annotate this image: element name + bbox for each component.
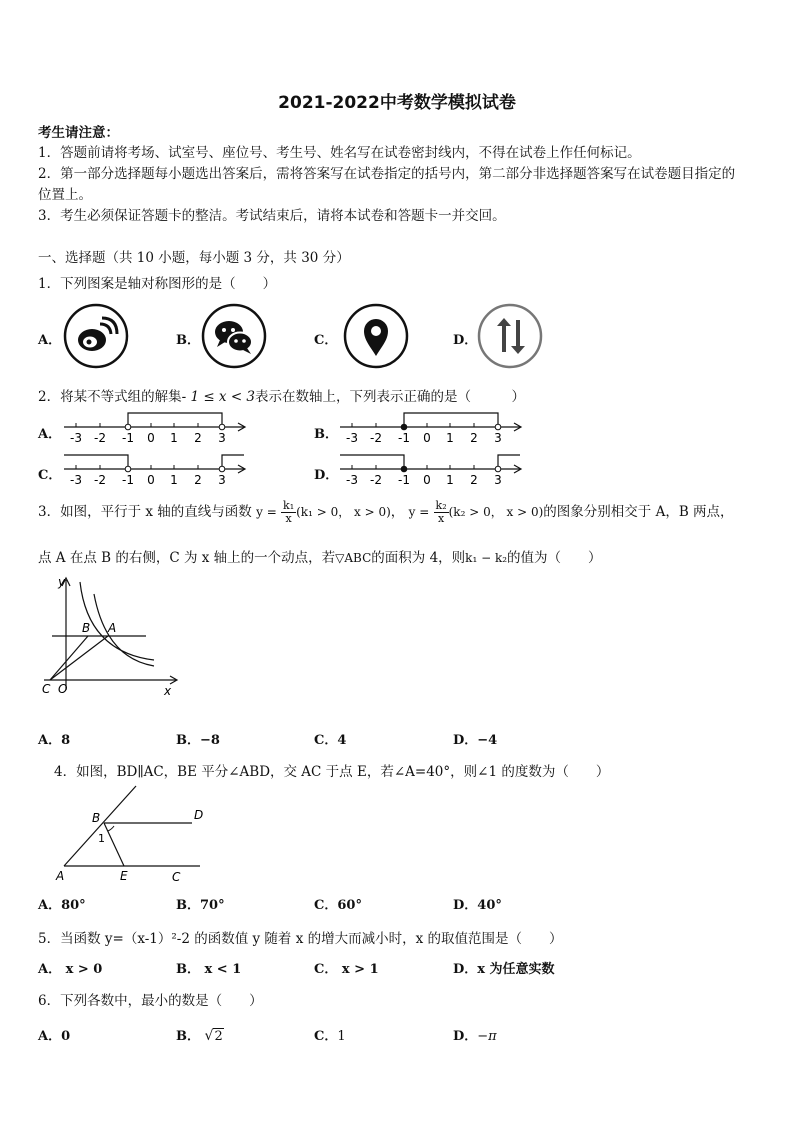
number-line-c xyxy=(58,452,248,488)
tick-label: -2 xyxy=(370,473,382,487)
q6-stem: 6．下列各数中，最小的数是（ ） xyxy=(38,993,263,1009)
tick-label: -3 xyxy=(346,473,358,487)
q5-option-d: D．x 为任意实数 xyxy=(453,962,555,977)
q6-c-value: 1 xyxy=(337,1029,346,1044)
fig-label-b: B xyxy=(82,621,91,635)
number-line-a xyxy=(58,410,248,446)
section-heading: 一、选择题（共 10 小题，每小题 3 分，共 30 分） xyxy=(38,250,350,266)
q3-stem-a: 3．如图，平行于 x 轴的直线与函数 xyxy=(38,504,252,520)
q6-option-b xyxy=(176,1025,224,1044)
q2-stem-a: 2．将某不等式组的解集 xyxy=(38,389,182,405)
tick-label: -2 xyxy=(94,473,106,487)
up-down-arrows-icon xyxy=(476,302,544,370)
tick-label: -2 xyxy=(370,431,382,445)
q3-f2-lhs: y = xyxy=(408,505,430,519)
q6-d-value: −π xyxy=(477,1029,497,1044)
tick-label: 2 xyxy=(470,431,478,445)
q3-stem-d: 的面积为 4，则 xyxy=(371,550,466,566)
number-line-d xyxy=(334,452,524,488)
q3-f1-num: k₁ xyxy=(283,499,295,512)
q3-option-c: C．4 xyxy=(314,733,347,748)
q4-stem: 4．如图，BD∥AC，BE 平分∠ABD，交 AC 于点 E，若∠A=40°，则∠1 的度数为（ ） xyxy=(54,764,610,780)
tick-label: 2 xyxy=(194,431,202,445)
q6-label-c: C． xyxy=(314,1029,338,1044)
q1-label-c: C． xyxy=(314,333,338,348)
wechat-logo-icon xyxy=(200,302,268,370)
notice-item-1: 1．答题前请将考场、试室号、座位号、考生号、姓名写在试卷密封线内，不得在试卷上作任何标记。 xyxy=(38,145,641,161)
q2-label-a: A． xyxy=(38,427,62,442)
fig-label-a: A xyxy=(108,621,117,635)
q4-figure xyxy=(50,782,220,888)
q3-stem-line2 xyxy=(38,546,602,566)
exam-title: 2021-2022中考数学模拟试卷 xyxy=(278,93,516,113)
notice-item-2: 2．第一部分选择题每小题选出答案后，需将答案写在试卷指定的括号内，第二部分非选择题答案写在试卷题目指定的 xyxy=(38,166,736,182)
q3-stem-k: k₁ − k₂ xyxy=(465,551,508,565)
fig-label-o: O xyxy=(58,682,68,696)
notice-item-3: 3．考生必须保证答题卡的整洁。考试结束后，请将本试卷和答题卡一并交回。 xyxy=(38,208,506,224)
q6-label-b: B． xyxy=(176,1029,200,1044)
q3-stem-b: 的图象分别相交于 A，B 两点， xyxy=(543,504,734,520)
tick-label: -1 xyxy=(122,473,134,487)
number-line-b xyxy=(334,410,524,446)
q4-option-d: D．40° xyxy=(453,898,502,913)
tick-label: 2 xyxy=(470,473,478,487)
q3-stem-c: 点 A 在点 B 的右侧，C 为 x 轴上的一个动点，若 xyxy=(38,550,336,566)
q6-option-c xyxy=(314,1025,346,1044)
tick-label: -3 xyxy=(70,473,82,487)
fig-label-c: C xyxy=(42,682,51,696)
q3-option-b: B．−8 xyxy=(176,733,220,748)
q6-label-d: D． xyxy=(453,1029,478,1044)
tick-group xyxy=(76,423,222,427)
q3-stem-e: 的值为（ ） xyxy=(507,550,602,566)
q4-option-c: C．60° xyxy=(314,898,362,913)
tick-label: 1 xyxy=(170,473,178,487)
tick-label: 3 xyxy=(218,431,226,445)
q1-label-d: D． xyxy=(453,333,478,348)
q5-option-b: B． x < 1 xyxy=(176,962,242,977)
weibo-logo-icon xyxy=(62,302,130,370)
tick-label: 0 xyxy=(423,473,431,487)
fig-label-x: x xyxy=(164,684,172,698)
tick-label: 0 xyxy=(147,473,155,487)
q4-option-a: A．80° xyxy=(38,898,86,913)
tick-label: -1 xyxy=(398,473,410,487)
tick-label: 1 xyxy=(170,431,178,445)
tick-label: 1 xyxy=(446,473,454,487)
q3-option-a: A．8 xyxy=(38,733,71,748)
tick-label: 1 xyxy=(446,431,454,445)
tick-label: 0 xyxy=(147,431,155,445)
tick-label: -1 xyxy=(398,431,410,445)
tick-label: -1 xyxy=(122,431,134,445)
q3-f2-cond: (k₂ > 0， x > 0) xyxy=(448,505,544,519)
fig-label-c: C xyxy=(172,870,181,884)
q1-stem: 1．下列图案是轴对称图形的是（ ） xyxy=(38,276,277,292)
tick-label: 0 xyxy=(423,431,431,445)
q3-f1-lhs: y = xyxy=(256,505,277,519)
q4-option-b: B．70° xyxy=(176,898,225,913)
q3-f1-cond: (k₁ > 0， x > 0) xyxy=(296,505,391,519)
q6-option-d xyxy=(453,1025,497,1044)
q5-stem: 5．当函数 y=（x-1）²-2 的函数值 y 随着 x 的增大而减小时，x 的取值范围是（ ） xyxy=(38,931,563,947)
q2-label-c: C． xyxy=(38,468,62,483)
q6-option-a: A．0 xyxy=(38,1029,71,1044)
tick-label: -3 xyxy=(70,431,82,445)
q3-f2-den: x xyxy=(437,512,445,525)
fig-label-a: A xyxy=(56,869,65,883)
q6-sqrt-value: 2 xyxy=(214,1029,223,1044)
fig-label-angle-1: 1 xyxy=(98,832,105,845)
q3-fraction-1 xyxy=(281,500,296,525)
q3-option-d: D．−4 xyxy=(453,733,498,748)
q3-sep: ， xyxy=(390,504,405,520)
q3-stem-tri: ▽ABC xyxy=(335,551,372,565)
q3-f2-num: k₂ xyxy=(435,499,447,512)
notice-heading: 考生请注意： xyxy=(38,125,119,141)
q2-label-d: D． xyxy=(314,468,339,483)
fig-label-y: y xyxy=(58,575,66,589)
q3-figure xyxy=(36,572,186,702)
q3-stem-line1 xyxy=(38,497,734,527)
q2-stem xyxy=(38,385,525,405)
q1-label-a: A． xyxy=(38,333,62,348)
fig-label-b: B xyxy=(92,811,101,825)
sqrt-symbol-icon: √ xyxy=(204,1028,214,1044)
q2-label-b: B． xyxy=(314,427,338,442)
tick-label: 3 xyxy=(218,473,226,487)
q2-stem-b: 表示在数轴上，下列表示正确的是（ ） xyxy=(255,389,526,405)
q5-option-a: A． x > 0 xyxy=(38,962,103,977)
fig-label-d: D xyxy=(194,808,204,822)
q5-option-c: C． x > 1 xyxy=(314,962,379,977)
q2-stem-math: - 1 ≤ x < 3 xyxy=(181,389,256,405)
q3-fraction-2 xyxy=(434,500,449,525)
notice-item-2-cont: 位置上。 xyxy=(38,187,92,203)
location-pin-icon xyxy=(342,302,410,370)
tick-label: 2 xyxy=(194,473,202,487)
fig-label-e: E xyxy=(120,869,128,883)
tick-label: -2 xyxy=(94,431,106,445)
tick-label: -3 xyxy=(346,431,358,445)
q3-f1-den: x xyxy=(285,512,292,525)
q1-label-b: B． xyxy=(176,333,200,348)
tick-label: 3 xyxy=(494,473,502,487)
tick-label: 3 xyxy=(494,431,502,445)
